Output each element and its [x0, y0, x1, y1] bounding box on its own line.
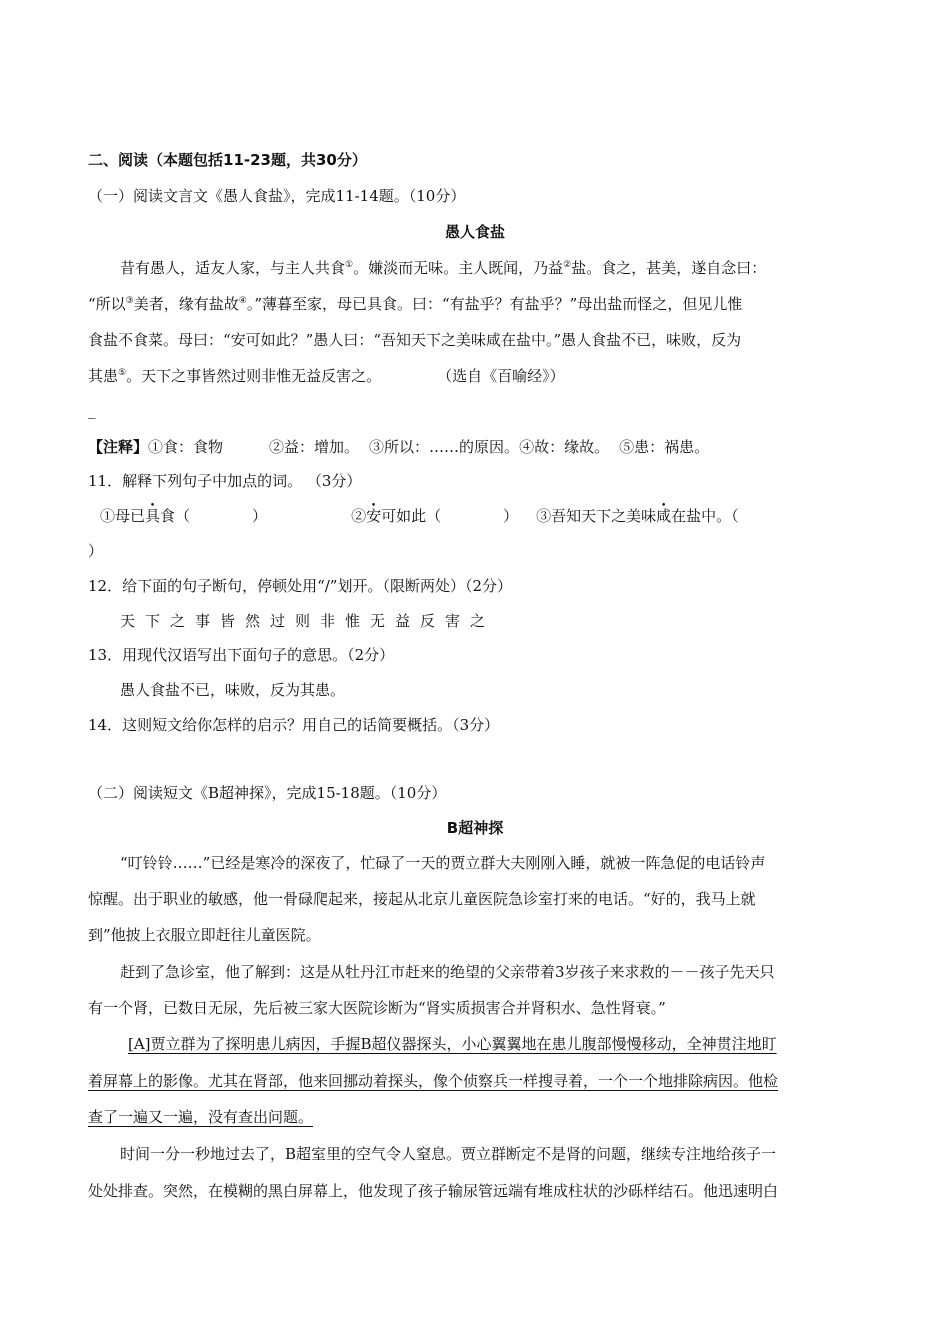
part1-paragraph-line2: “所以③美者，缘有盐故④。”薄暮至家，母已具食。曰：“有盐乎？有盐乎？”母出盐而怪之，但见儿惟	[88, 295, 743, 313]
part1-intro: （一）阅读文言文《愚人食盐》，完成11-14题。（10分）	[88, 187, 466, 205]
section-title: 二、阅读（本题包括11-23题，共30分）	[88, 151, 367, 169]
question-11: 11．解释下列句子中加点的词。 （3分）	[88, 472, 362, 490]
stray-mark: _	[88, 401, 96, 419]
q11-item-2: ②安可如此（ ）	[351, 507, 519, 525]
part1-paragraph-line3: 食盐不食菜。母曰：“安可如此？”愚人曰：“吾知天下之美味咸在盐中。”愚人食盐不已，味败，反为	[88, 331, 742, 349]
note-ref-3: ③	[125, 296, 134, 306]
part2-p1-line1: “叮铃铃……”已经是寒冷的深夜了，忙碌了一天的贾立群大夫刚刚入睡，就被一阵急促的电话铃声	[120, 854, 766, 872]
question-11-close: ）	[88, 542, 104, 560]
part2-p2-line2: 有一个肾，已数日无尿，先后被三家大医院诊断为“肾实质损害合并肾积水、急性肾衰。”	[88, 999, 666, 1017]
part2-intro: （二）阅读短文《B超神探》，完成15-18题。（10分）	[88, 784, 447, 802]
question-12-sentence: 天下之事皆然过则非惟无益反害之	[120, 612, 496, 630]
part2-p3-line1: [A]贾立群为了探明患儿病因，手握B超仪器探头，小心翼翼地在患儿腹部慢慢移动，全神贯注地盯	[128, 1035, 777, 1053]
question-13: 13．用现代汉语写出下面句子的意思。（2分）	[88, 646, 395, 664]
part2-p2-line1: 赶到了急诊室，他了解到：这是从牡丹江市赶来的绝望的父亲带着3岁孩子来求救的－－孩子先天只	[120, 963, 775, 981]
part2-title: B超神探	[446, 819, 504, 837]
question-11-items	[100, 506, 862, 526]
annotation-notes: 【注释】①食：食物 ②益：增加。 ③所以：……的原因。④故：缘故。 ⑤患：祸患。	[88, 438, 710, 456]
note-ref-1: ①	[345, 260, 354, 270]
source-citation: （选自《百喻经》）	[437, 367, 565, 385]
question-13-sentence: 愚人食盐不已，味败，反为其患。	[120, 681, 346, 699]
note-ref-2: ②	[563, 260, 572, 270]
note-ref-4: ④	[238, 296, 247, 306]
part2-p4-line2: 处处排查。突然，在模糊的黑白屏幕上，他发现了孩子输尿管远端有堆成柱状的沙砾样结石。他迅速明白	[88, 1182, 779, 1200]
part2-p1-line2: 惊醒。出于职业的敏感，他一骨碌爬起来，接起从北京儿童医院急诊室打来的电话。“好的，我马上就	[88, 890, 756, 908]
part2-p3-line3: 查了一遍又一遍，没有查出问题。	[88, 1108, 314, 1126]
question-12: 12．给下面的句子断句，停顿处用“/”划开。（限断两处）（2分）	[88, 577, 513, 595]
part1-paragraph-line4: 其患⑤。天下之事皆然过则非惟无益反害之。 （选自《百喻经》）	[88, 367, 565, 385]
part2-p3-line2: 着屏幕上的影像。尤其在肾部，他来回挪动着探头，像个侦察兵一样搜寻着，一个一个地排除病因。他检	[88, 1072, 779, 1090]
part1-paragraph-line1: 昔有愚人，适友人家，与主人共食①。嫌淡而无味。主人既闻，乃益②盐。食之，甚美，遂自念曰：	[120, 259, 767, 277]
note-ref-5: ⑤	[118, 368, 127, 378]
q11-item-3: ③吾知天下之美味咸在盐中。（	[536, 507, 739, 525]
part2-p1-line3: 到”他披上衣服立即赶往儿童医院。	[88, 926, 321, 944]
part2-p4-line1: 时间一分一秒地过去了，B超室里的空气令人窒息。贾立群断定不是肾的问题，继续专注地给孩子一	[120, 1145, 777, 1163]
question-14: 14．这则短文给你怎样的启示？用自己的话简要概括。（3分）	[88, 716, 500, 734]
q11-item-1: ①母已具食（ ）	[100, 507, 268, 525]
part1-title: 愚人食盐	[444, 223, 505, 241]
